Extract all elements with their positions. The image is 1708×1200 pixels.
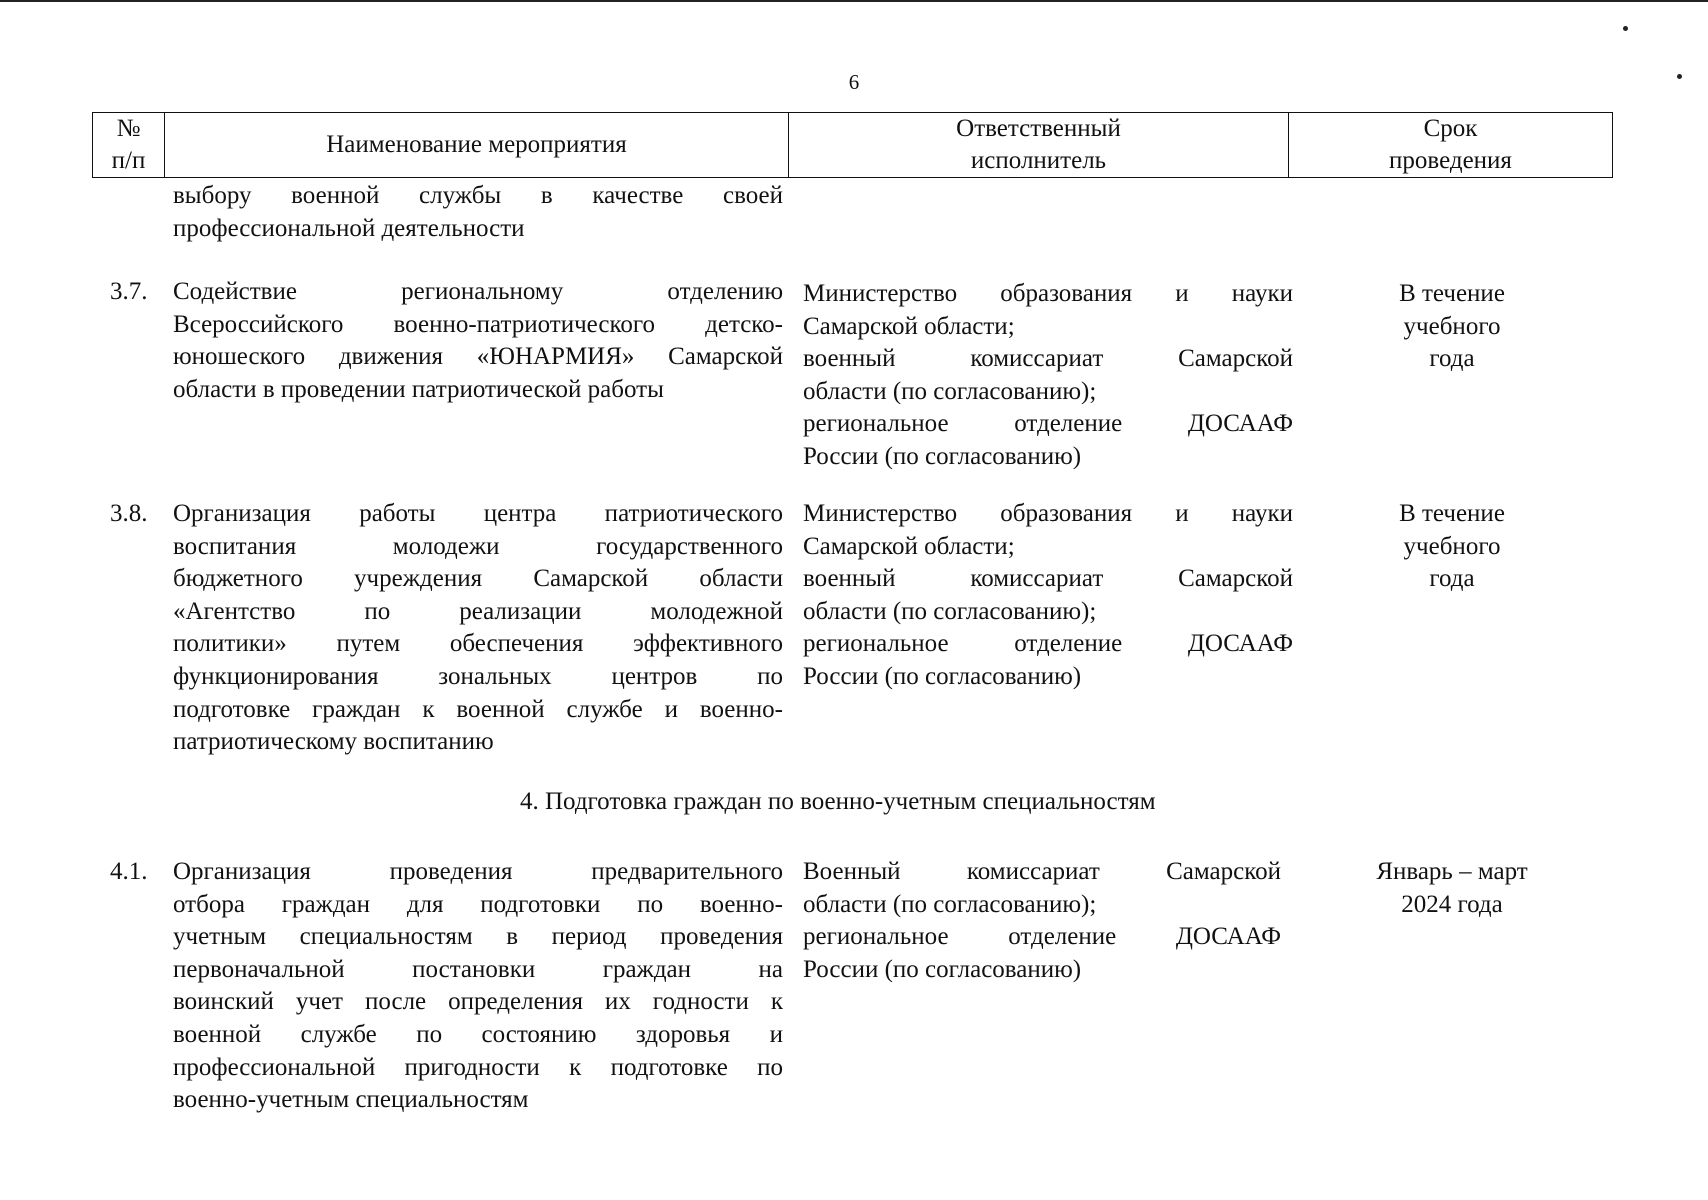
text-line: военный комиссариат Самарской bbox=[803, 345, 1293, 373]
text-line: учетным специальностям в период проведения bbox=[173, 923, 783, 951]
event-name bbox=[173, 276, 783, 406]
text-line: года bbox=[1429, 345, 1475, 373]
header-col-number-line: п/п bbox=[111, 147, 146, 174]
section-title: 4. Подготовка граждан по военно-учетным специальностям bbox=[520, 788, 1156, 815]
header-col-responsible bbox=[789, 113, 1289, 178]
text-line: области (по согласованию); bbox=[803, 377, 1097, 405]
row-number: 4.1. bbox=[110, 858, 148, 885]
text-line: «Агентство по реализации молодежной bbox=[173, 597, 783, 625]
text-line: В течение bbox=[1399, 500, 1505, 527]
text-line: Всероссийского военно-патриотического детско- bbox=[173, 310, 783, 338]
text-line: военный комиссариат Самарской bbox=[803, 565, 1293, 593]
text-line: военно-учетным специальностям bbox=[173, 1086, 529, 1114]
text-line: выбору военной службы в качестве своей bbox=[173, 182, 783, 209]
text-line: функционирования зональных центров по bbox=[173, 662, 783, 690]
text-line: региональное отделение ДОСААФ bbox=[803, 630, 1293, 658]
text-line: Военный комиссариат Самарской bbox=[803, 858, 1281, 885]
text-line: Самарской области; bbox=[803, 532, 1015, 560]
scan-edge-line bbox=[0, 0, 1708, 2]
text-line: региональное отделение ДОСААФ bbox=[803, 923, 1281, 951]
responsible-executor bbox=[803, 278, 1293, 474]
text-line: области (по согласованию); bbox=[803, 890, 1097, 918]
table-header bbox=[92, 112, 1613, 178]
row-number: 3.8. bbox=[110, 500, 148, 527]
text-line: России (по согласованию) bbox=[803, 955, 1082, 983]
header-col-responsible-line: исполнитель bbox=[970, 147, 1107, 174]
responsible-executor bbox=[803, 498, 1293, 694]
scan-speck bbox=[1623, 26, 1628, 31]
header-col-number bbox=[93, 113, 165, 178]
text-line: военной службе по состоянию здоровья и bbox=[173, 1020, 783, 1048]
text-line: года bbox=[1429, 565, 1475, 593]
header-col-responsible-line: Ответственный bbox=[956, 115, 1121, 142]
text-line: Самарской области; bbox=[803, 312, 1015, 340]
text-line: профессиональной пригодности к подготовке по bbox=[173, 1053, 783, 1081]
page-number: 6 bbox=[848, 70, 860, 94]
header-col-term-line: Срок bbox=[1423, 115, 1478, 142]
text-line: бюджетного учреждения Самарской области bbox=[173, 565, 783, 593]
row-number: 3.7. bbox=[110, 278, 148, 305]
term bbox=[1352, 498, 1552, 596]
text-line: региональное отделение ДОСААФ bbox=[803, 410, 1293, 438]
text-line: Содействие региональному отделению bbox=[173, 278, 783, 305]
text-line: подготовке граждан к военной службе и военно- bbox=[173, 695, 783, 723]
text-line: патриотическому воспитанию bbox=[173, 728, 494, 756]
event-name bbox=[173, 856, 783, 1117]
header-col-number-line: № bbox=[116, 115, 141, 142]
text-line: области в проведении патриотической работы bbox=[173, 375, 664, 403]
text-line: воинский учет после определения их годности к bbox=[173, 988, 783, 1016]
text-line: Организация проведения предварительного bbox=[173, 858, 783, 885]
text-line: области (по согласованию); bbox=[803, 597, 1097, 625]
continuation-text bbox=[173, 180, 783, 245]
text-line: воспитания молодежи государственного bbox=[173, 532, 783, 560]
header-col-term-line: проведения bbox=[1389, 147, 1512, 174]
text-line: первоначальной постановки граждан на bbox=[173, 955, 783, 983]
text-line: учебного bbox=[1403, 312, 1501, 340]
text-line: учебного bbox=[1403, 532, 1501, 560]
event-name bbox=[173, 498, 783, 759]
text-line: России (по согласованию) bbox=[803, 662, 1082, 690]
text-line: 2024 года bbox=[1401, 890, 1503, 918]
header-col-name: Наименование мероприятия bbox=[165, 113, 789, 178]
term bbox=[1352, 856, 1552, 921]
term bbox=[1352, 278, 1552, 376]
text-line: России (по согласованию) bbox=[803, 442, 1082, 470]
text-line: юношеского движения «ЮНАРМИЯ» Самарской bbox=[173, 343, 783, 371]
text-line: политики» путем обеспечения эффективного bbox=[173, 630, 783, 658]
text-line: отбора граждан для подготовки по военно- bbox=[173, 890, 783, 918]
responsible-executor bbox=[803, 856, 1281, 986]
text-line: профессиональной деятельности bbox=[173, 214, 525, 242]
text-line: Январь – март bbox=[1376, 858, 1528, 885]
text-line: Министерство образования и науки bbox=[803, 280, 1293, 307]
text-line: В течение bbox=[1399, 280, 1505, 307]
header-col-term bbox=[1289, 113, 1613, 178]
text-line: Организация работы центра патриотического bbox=[173, 500, 783, 527]
text-line: Министерство образования и науки bbox=[803, 500, 1293, 527]
